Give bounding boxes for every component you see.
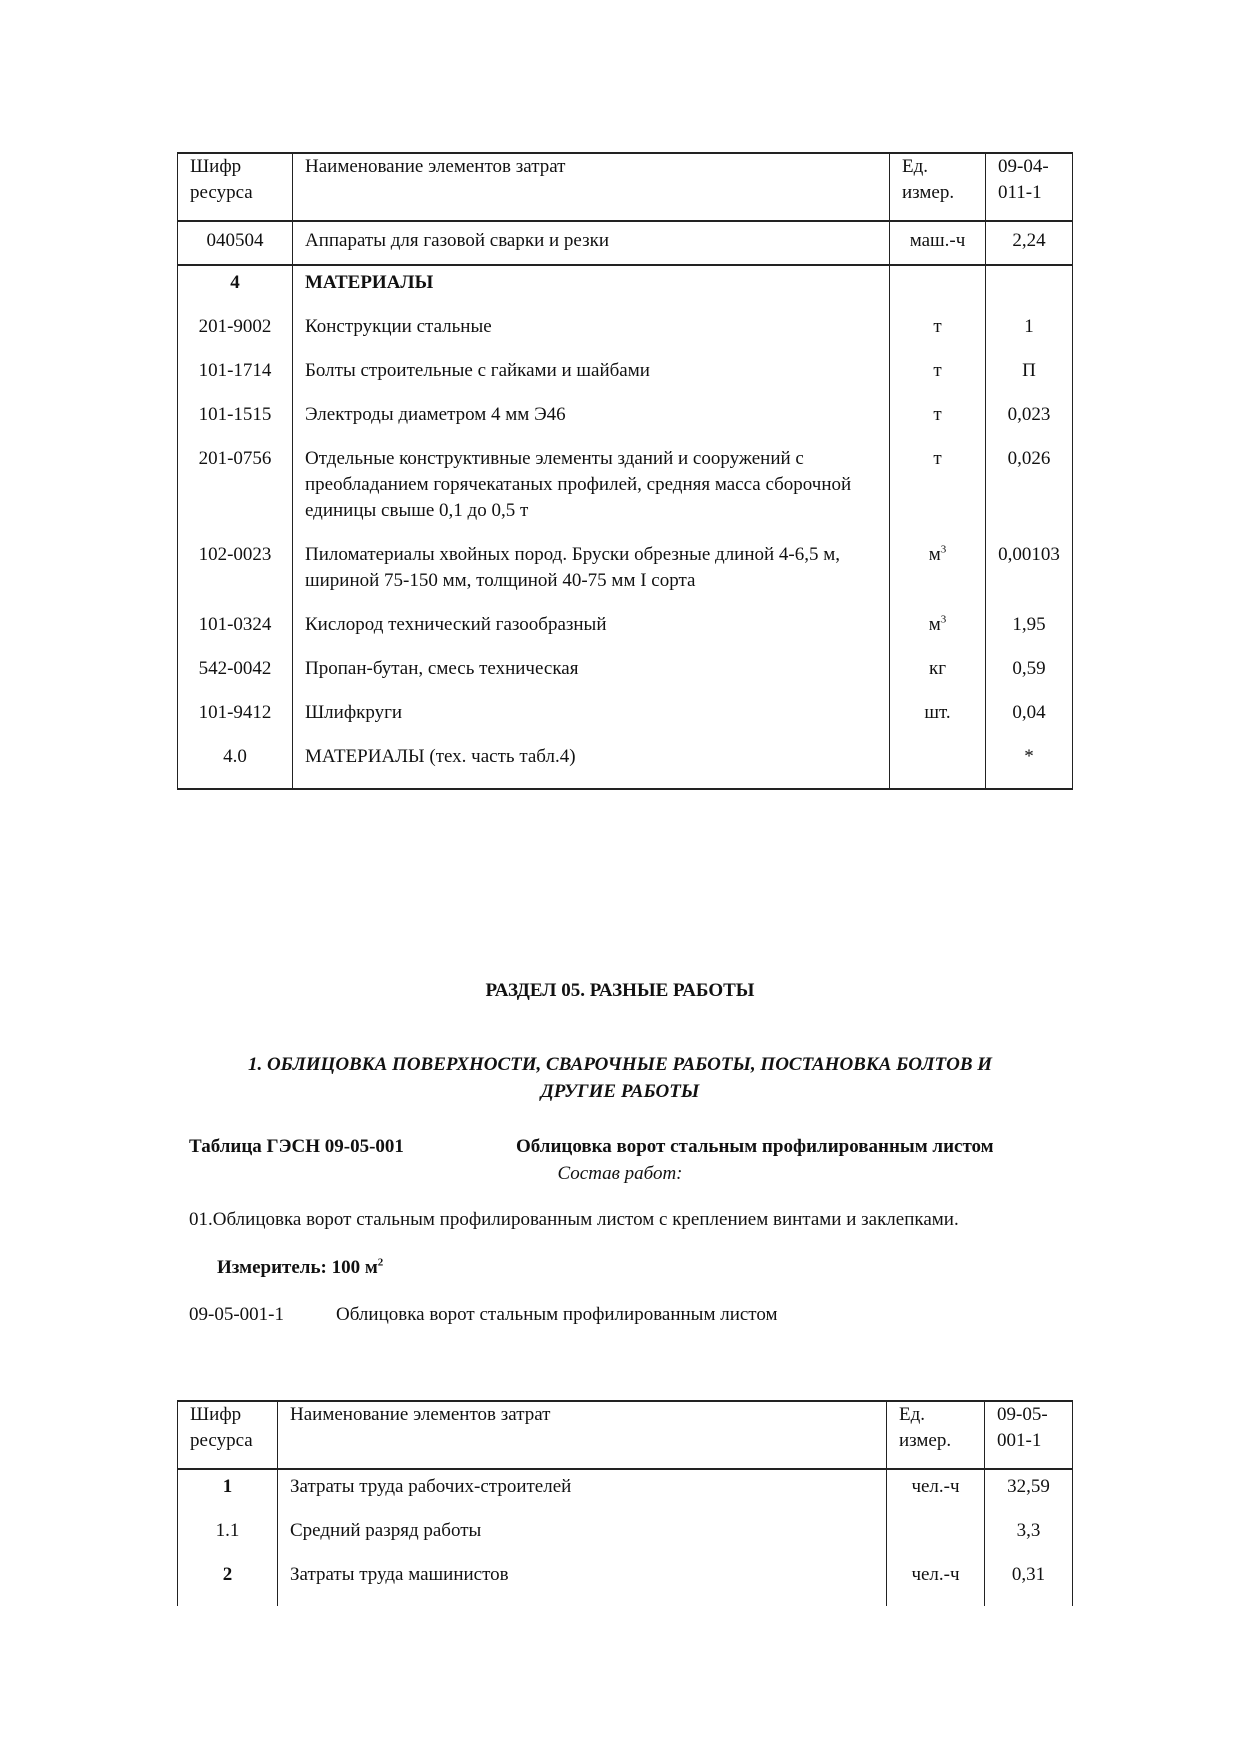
table-row xyxy=(178,656,1073,700)
table-row xyxy=(178,1518,1073,1562)
header-name: Наименование элементов затрат xyxy=(293,153,890,221)
table-row xyxy=(178,402,1073,446)
header-unit: Ед. измер. xyxy=(899,1404,952,1451)
row-value: 0,31 xyxy=(985,1562,1073,1606)
row-code: 101-1714 xyxy=(178,358,293,402)
row-unit: т xyxy=(890,446,986,542)
row-code: 101-0324 xyxy=(178,612,293,656)
row-name: Электроды диаметром 4 мм Э46 xyxy=(293,402,890,446)
row-code: 040504 xyxy=(178,221,293,265)
row-unit: шт. xyxy=(890,700,986,744)
item-code: 09-05-001-1 xyxy=(189,1304,284,1325)
table-row xyxy=(178,1562,1073,1606)
table-header-row xyxy=(178,1401,1073,1469)
row-name: Затраты труда машинистов xyxy=(278,1562,887,1606)
row-value: 0,023 xyxy=(986,402,1073,446)
subsection-title-line2: ДРУГИЕ РАБОТЫ xyxy=(540,1081,700,1102)
row-code: 201-9002 xyxy=(178,314,293,358)
section-title: РАЗДЕЛ 05. РАЗНЫЕ РАБОТЫ xyxy=(485,980,755,1001)
table-row xyxy=(178,314,1073,358)
row-value: 32,59 xyxy=(985,1469,1073,1518)
table-title: Облицовка ворот стальным профилированным листом xyxy=(516,1136,994,1157)
row-name: Пиломатериалы хвойных пород. Бруски обрезные длиной 4-6,5 м, шириной 75-150 мм, толщиной 40-75 мм I сорта xyxy=(293,542,890,612)
row-name: Болты строительные с гайками и шайбами xyxy=(293,358,890,402)
header-unit: Ед. измер. xyxy=(902,156,955,203)
row-name: МАТЕРИАЛЫ xyxy=(293,265,890,314)
row-name: МАТЕРИАЛЫ (тех. часть табл.4) xyxy=(293,744,890,789)
header-value: 09-05-001-1 xyxy=(997,1404,1048,1451)
row-value: 0,026 xyxy=(986,446,1073,542)
composition-item: 01.Облицовка ворот стальным профилированным листом с креплением винтами и заклепками. xyxy=(189,1209,959,1230)
row-name: Пропан-бутан, смесь техническая xyxy=(293,656,890,700)
row-value: 2,24 xyxy=(986,221,1073,265)
row-name: Кислород технический газообразный xyxy=(293,612,890,656)
row-unit: чел.-ч xyxy=(887,1562,985,1606)
row-value: 1,95 xyxy=(986,612,1073,656)
row-code: 4.0 xyxy=(178,744,293,789)
resource-table-09-05-001-1 xyxy=(177,1400,1073,1606)
table-header-row xyxy=(178,153,1073,221)
row-name: Шлифкруги xyxy=(293,700,890,744)
meter-label: Измеритель: 100 м xyxy=(217,1257,378,1278)
row-unit xyxy=(890,542,986,612)
row-value: 0,00103 xyxy=(986,542,1073,612)
table-row xyxy=(178,700,1073,744)
row-code: 2 xyxy=(178,1562,278,1606)
header-value: 09-04-011-1 xyxy=(998,156,1049,203)
row-unit: т xyxy=(890,314,986,358)
row-unit xyxy=(890,612,986,656)
table-row xyxy=(178,612,1073,656)
row-code: 1 xyxy=(178,1469,278,1518)
row-name: Конструкции стальные xyxy=(293,314,890,358)
row-unit: т xyxy=(890,402,986,446)
header-name: Наименование элементов затрат xyxy=(278,1401,887,1469)
unit-sup: 3 xyxy=(940,543,947,556)
table-label: Таблица ГЭСН 09-05-001 xyxy=(189,1136,404,1157)
row-unit: кг xyxy=(890,656,986,700)
composition-label: Состав работ: xyxy=(557,1163,683,1184)
row-name: Средний разряд работы xyxy=(278,1518,887,1562)
row-name: Затраты труда рабочих-строителей xyxy=(278,1469,887,1518)
header-code: Шифр ресурса xyxy=(190,1404,253,1451)
row-value: П xyxy=(986,358,1073,402)
row-code: 4 xyxy=(178,265,293,314)
row-code: 201-0756 xyxy=(178,446,293,542)
unit-text: м xyxy=(928,544,941,565)
row-unit: чел.-ч xyxy=(887,1469,985,1518)
row-unit: маш.-ч xyxy=(890,221,986,265)
row-name: Аппараты для газовой сварки и резки xyxy=(293,221,890,265)
row-code: 102-0023 xyxy=(178,542,293,612)
table-row xyxy=(178,358,1073,402)
row-value: 0,59 xyxy=(986,656,1073,700)
table-row xyxy=(178,221,1073,265)
unit-text: м xyxy=(928,614,941,635)
row-value: 1 xyxy=(986,314,1073,358)
meter xyxy=(217,1257,383,1279)
row-unit xyxy=(890,744,986,789)
resource-table-09-04-011-1 xyxy=(177,152,1073,790)
row-value: 3,3 xyxy=(985,1518,1073,1562)
table-row xyxy=(178,542,1073,612)
row-code: 101-1515 xyxy=(178,402,293,446)
row-unit xyxy=(887,1518,985,1562)
row-unit: т xyxy=(890,358,986,402)
row-code: 101-9412 xyxy=(178,700,293,744)
table-row xyxy=(178,1469,1073,1518)
subsection-title-line1: 1. ОБЛИЦОВКА ПОВЕРХНОСТИ, СВАРОЧНЫЕ РАБОТЫ, ПОСТАНОВКА БОЛТОВ И xyxy=(247,1054,993,1075)
row-value: 0,04 xyxy=(986,700,1073,744)
table-row xyxy=(178,744,1073,789)
header-code: Шифр ресурса xyxy=(190,156,253,203)
row-code: 1.1 xyxy=(178,1518,278,1562)
meter-sup: 2 xyxy=(377,1256,384,1269)
table-row xyxy=(178,265,1073,314)
row-value: * xyxy=(986,744,1073,789)
row-value xyxy=(986,265,1073,314)
table-row xyxy=(178,446,1073,542)
row-name: Отдельные конструктивные элементы зданий и сооружений с преобладанием горячекатаных профилей, средняя масса сборочной единицы свыше 0,1 до 0,5 т xyxy=(293,446,890,542)
item-name: Облицовка ворот стальным профилированным листом xyxy=(336,1304,778,1325)
row-unit xyxy=(890,265,986,314)
row-code: 542-0042 xyxy=(178,656,293,700)
unit-sup: 3 xyxy=(940,613,947,626)
